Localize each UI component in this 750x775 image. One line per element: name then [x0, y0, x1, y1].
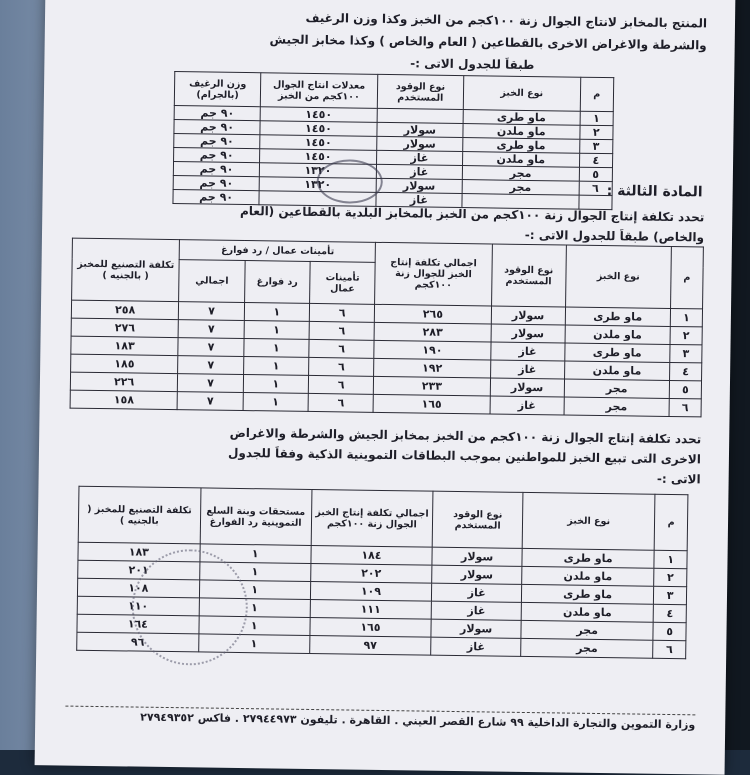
section3-title: المادة الثالثة :: [606, 183, 703, 201]
table-cell: ٥: [579, 167, 613, 181]
table-cell: مجر: [564, 397, 669, 416]
table-cell: ماو طرى: [565, 343, 670, 362]
table-cell: ٦: [653, 640, 686, 658]
t2-header-insurance: تأمينات عمال / رد فوارغ: [180, 240, 376, 263]
table-cell: مجر: [564, 379, 669, 398]
table-cell: ٥: [653, 622, 686, 640]
t2-header-type: نوع الخبز: [565, 245, 671, 308]
table-cell: ١٤٥٠: [260, 149, 377, 165]
table-cell: [377, 108, 463, 123]
table-cell: ماو ملدن: [564, 361, 669, 380]
table-cell: ماو طرى: [463, 110, 580, 126]
table-cell: ٦: [309, 357, 375, 376]
section4-line-3: الاتى :-: [656, 471, 701, 487]
table-cell: ٦: [309, 321, 375, 340]
table-cell: ٣: [579, 139, 613, 153]
table-cell: ١: [244, 321, 310, 340]
table-cell: سولار: [490, 378, 564, 397]
table-cell: ١: [199, 580, 310, 600]
table-cell: ماو ملدن: [462, 152, 579, 168]
intro-line-1: المنتج بالمخابز لانتاج الجوال زنة ١٠٠كجم من الخبز وكذا وزن الرغيف: [305, 10, 708, 31]
table-cell: ٢٠٢: [310, 563, 432, 583]
table-cell: ماو طرى: [463, 138, 580, 154]
table-cell: ١: [199, 562, 310, 582]
table-bakery-costs: [70, 238, 704, 418]
table-cell: ٧: [178, 338, 244, 357]
table-cell: ٢: [579, 125, 613, 139]
table-cell: غاز: [490, 342, 564, 361]
table-cell: ٢٢٦: [70, 372, 178, 391]
table-cell: غاز: [376, 192, 462, 207]
t2-header-total: اجمالي تكلفة إنتاج الخبز للجوال زنة ١٠٠كجم: [375, 242, 492, 306]
t1-header-type: نوع الخبز: [463, 76, 580, 112]
document-page: [35, 0, 736, 775]
table-cell: ١: [199, 616, 310, 636]
table-cell: ١: [198, 634, 309, 654]
t3-header-final: تكلفة التصنيع للمخبز ( بالجنيه ): [78, 486, 200, 544]
table-cell: غاز: [432, 583, 522, 602]
t3-header-num: م: [654, 494, 688, 550]
table-cell: ١١١: [310, 599, 432, 619]
table-cell: ٦: [308, 393, 374, 412]
table-cell: ٥: [669, 380, 701, 398]
table-cell: ٩٠ جم: [174, 148, 260, 163]
t2-header-returns: رد فوارغ: [244, 261, 310, 304]
intro-line-3: طبقاً للجدول الاتى :-: [410, 56, 535, 73]
table-cell: سولار: [491, 306, 565, 325]
table-cell: سولار: [432, 565, 522, 584]
table-cell: ١٣٢٠: [259, 177, 376, 193]
table-cell: ٤: [579, 153, 613, 167]
table-cell: ١١٠: [77, 596, 199, 616]
table-cell: سولار: [377, 136, 463, 151]
table-cell: ١٦٥: [310, 617, 432, 637]
table-cell: ٦: [309, 303, 375, 322]
t2-header-num: م: [670, 246, 703, 308]
table-cell: ماو ملدن: [565, 325, 670, 344]
table-cell: ١٨٤: [311, 545, 433, 565]
t1-header-num: م: [580, 77, 614, 111]
table-cell: ماو طرى: [522, 548, 654, 568]
table-cell: ٩٠ جم: [174, 120, 260, 135]
t2-header-workers: تأمينات عمال: [310, 261, 376, 304]
table-cell: ١: [670, 308, 702, 326]
table-cell: ماو طرى: [521, 584, 653, 604]
table-cell: غاز: [490, 396, 564, 415]
table-cell: ٧: [178, 374, 244, 393]
table-cell: ٩٧: [309, 635, 431, 655]
table-cell: ٣: [670, 344, 702, 362]
table-cell: ٢٨٣: [374, 322, 490, 342]
t3-header-fuel: نوع الوقود المستخدم: [432, 491, 523, 548]
table-cell: ١٣٢٠: [260, 163, 377, 179]
section4-line-2: الاخرى التى تبيع الخبز للمواطنين بموجب البطاقات التموينية الذكية وفقاً للجدول: [227, 445, 702, 467]
table-cell: ٢٥٨: [71, 300, 179, 319]
table-cell: ١: [580, 111, 614, 125]
table-cell: ١٤٥٠: [260, 121, 377, 137]
table-cell: ٧: [179, 302, 245, 321]
table-cell: ١٩٢: [374, 358, 490, 378]
table-cell: ١: [243, 357, 309, 376]
table-cell: ١: [244, 303, 310, 322]
table-cell: ١٩٠: [374, 340, 490, 360]
table-cell: ١٨٣: [71, 336, 179, 355]
table-cell: ٤: [669, 362, 701, 380]
t2-header-final: تكلفة التصنيع للمخبز ( بالجنيه ): [72, 238, 180, 301]
table-cell: ٩٠ جم: [174, 134, 260, 149]
table-cell: ١: [200, 544, 311, 564]
table-cell: ماو ملدن: [521, 602, 653, 622]
table-cell: ١٤٥٠: [260, 107, 377, 123]
section3-line-1: تحدد تكلفة إنتاج الجوال زنة ١٠٠كجم من الخبز بالمخابز البلدية بالقطاعين (العام: [239, 203, 705, 225]
section3-line-2: والخاص) طبقاً للجدول الاتى :-: [524, 227, 705, 245]
table-cell: ٤: [653, 604, 686, 622]
intro-line-2: والشرطة والاغراض الاخرى بالقطاعين ( العام والخاص ) وكذا مخابز الجيش: [269, 32, 707, 53]
table-cell: ماو ملدن: [463, 124, 580, 140]
t1-header-weight: وزن الرغيف (بالجرام): [174, 72, 261, 107]
t3-header-type: نوع الخبز: [522, 492, 655, 550]
table-cell: ١: [243, 375, 309, 394]
table-cell: ١٤٥٠: [260, 135, 377, 151]
t3-header-total: اجمالي تكلفة إنتاج الخبز الجوال زنة ١٠٠كجم: [311, 489, 433, 547]
footer-address: وزارة التموين والتجارة الداخلية ٩٩ شارع القصر العيني . القاهرة . تليفون ٢٧٩٤٤٩٧٣ . فاكس ٢٧٩٤٩٣٥٢: [65, 706, 695, 732]
table-cell: ١٠٩: [310, 581, 432, 601]
table-cell: ٧: [178, 356, 244, 375]
table-cell: ١: [654, 550, 687, 568]
table-cell: ٦: [309, 339, 375, 358]
table-cell: ١: [243, 393, 309, 412]
table-cell: ١٥٨: [70, 390, 178, 409]
table-cell: ١: [199, 598, 310, 618]
table-cell: ١٨٥: [71, 354, 179, 373]
table-cell: مجر: [462, 180, 579, 196]
table-cell: غاز: [376, 164, 462, 179]
table-cell: مجر: [521, 620, 653, 640]
table-cell: ماو ملدن: [522, 566, 654, 586]
table-cell: ١٨٣: [78, 542, 200, 562]
table-cell: غاز: [490, 360, 564, 379]
table-cell: غاز: [431, 601, 521, 620]
table-cell: سولار: [377, 122, 463, 137]
t1-header-rate: معدلات انتاج الجوال ١٠٠كجم من الخبز: [261, 73, 378, 109]
table-cell: ١٦٥: [373, 394, 489, 414]
table-cell: ماو طرى: [565, 307, 670, 326]
table-cell: سولار: [491, 324, 565, 343]
table-cell: غاز: [376, 150, 462, 165]
table-cell: ١٦٤: [77, 614, 199, 634]
table-cell: ٩٠ جم: [173, 162, 259, 177]
section4-line-1: تحدد تكلفة إنتاج الجوال زنة ١٠٠كجم من الخبز بمخابز الجيش والشرطة والاغراض: [229, 425, 702, 447]
t1-header-fuel: نوع الوقود المستخدم: [377, 74, 464, 109]
table-cell: ٩٠ جم: [173, 176, 259, 191]
table-cell: ٢٦٥: [375, 304, 491, 324]
table-cell: ٢: [670, 326, 702, 344]
table-cell: سولار: [376, 178, 462, 193]
t2-header-sum: اجمالي: [179, 260, 245, 303]
table-cell: غاز: [431, 637, 521, 656]
table-cell: ٩٠ جم: [174, 106, 260, 121]
table-cell: ٢٠١: [78, 560, 200, 580]
table-cell: ٧: [177, 392, 243, 411]
table-cell: ٣: [654, 586, 687, 604]
table-cell: مجر: [521, 638, 653, 658]
t2-header-fuel: نوع الوقود المستخدم: [491, 244, 566, 307]
table-cell: ٧: [178, 320, 244, 339]
table-cell: سولار: [432, 547, 522, 566]
table-cell: ٦: [669, 398, 701, 416]
table-cell: سولار: [431, 619, 521, 638]
table-cell: ٢٣٣: [374, 376, 490, 396]
table-production-rates: [172, 71, 614, 210]
table-cell: ١: [244, 339, 310, 358]
table-cell: ٩٦: [77, 632, 199, 652]
circled-mark: [316, 159, 383, 204]
table-cell: ٢٧٦: [71, 318, 179, 337]
table-cell: ١٠٨: [77, 578, 199, 598]
table-cell: مجر: [462, 166, 579, 182]
table-cell: ٢: [654, 568, 687, 586]
table-cell: ٦: [308, 375, 374, 394]
t3-header-dues: مستحقات وبنة السلع التموينية رد الفوارغ: [200, 488, 312, 546]
table-cell: ٦: [579, 181, 613, 195]
table-cell: ٩٠ جم: [173, 190, 259, 205]
